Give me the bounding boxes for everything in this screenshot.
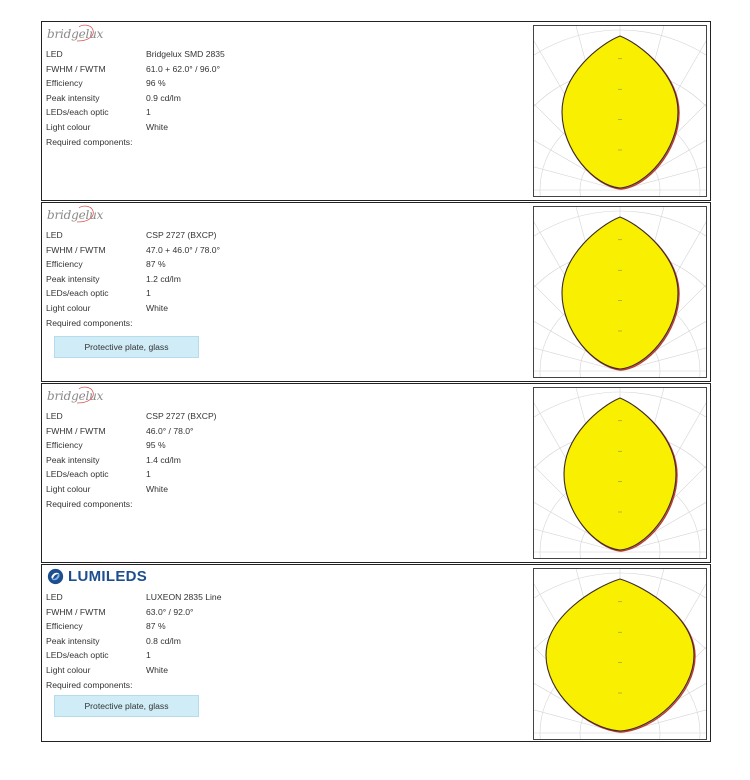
spec-value: 1.2 cd/lm <box>146 273 181 284</box>
spec-label: Required components: <box>46 136 133 147</box>
spec-row <box>46 497 217 512</box>
spec-row <box>46 301 220 316</box>
spec-value: 95 % <box>146 440 166 451</box>
spec-value: 47.0 + 46.0° / 78.0° <box>146 244 221 255</box>
spec-row <box>46 316 220 331</box>
spec-row <box>46 634 221 649</box>
spec-label: Peak intensity <box>46 273 100 284</box>
spec-row <box>46 91 225 106</box>
logo-text: bridgelux <box>47 389 104 403</box>
spec-label: FWHM / FWTM <box>46 244 106 255</box>
spec-row <box>46 409 217 424</box>
led-optic-card <box>41 383 711 563</box>
spec-value: 1 <box>146 650 151 661</box>
spec-label: Light colour <box>46 302 91 313</box>
spec-row <box>46 105 225 120</box>
polar-light-distribution-diagram <box>533 387 707 559</box>
spec-value: 0.8 cd/lm <box>146 635 181 646</box>
spec-label: LED <box>46 49 63 59</box>
bridgelux-logo <box>47 27 103 43</box>
spec-label: Peak intensity <box>46 635 100 646</box>
logo-text: bridgelux <box>47 208 104 222</box>
lumileds-mark-icon <box>47 568 64 585</box>
spec-value: 87 % <box>146 621 166 632</box>
spec-row <box>46 453 217 468</box>
spec-value: Bridgelux SMD 2835 <box>146 49 225 59</box>
spec-label: Light colour <box>46 483 91 494</box>
spec-label: Required components: <box>46 317 133 328</box>
polar-light-distribution-diagram <box>533 568 707 740</box>
bridgelux-logo <box>47 208 103 224</box>
spec-label: FWHM / FWTM <box>46 425 106 436</box>
spec-label: Required components: <box>46 679 133 690</box>
spec-value: White <box>146 483 168 494</box>
spec-row <box>46 648 221 663</box>
spec-row <box>46 663 221 678</box>
polar-light-distribution-diagram <box>533 206 707 378</box>
spec-value: 63.0° / 92.0° <box>146 606 194 617</box>
spec-row <box>46 482 217 497</box>
spec-label: LED <box>46 411 63 421</box>
spec-value: 87 % <box>146 259 166 270</box>
spec-label: Light colour <box>46 664 91 675</box>
spec-label: Efficiency <box>46 440 83 451</box>
spec-table <box>46 409 217 511</box>
spec-label: FWHM / FWTM <box>46 63 106 74</box>
spec-table <box>46 228 220 330</box>
spec-label: Efficiency <box>46 78 83 89</box>
spec-label: LED <box>46 230 63 240</box>
spec-row <box>46 467 217 482</box>
spec-value: 61.0 + 62.0° / 96.0° <box>146 63 221 74</box>
led-optic-card <box>41 564 711 742</box>
spec-row <box>46 678 221 693</box>
spec-value: CSP 2727 (BXCP) <box>146 411 217 421</box>
spec-label: LEDs/each optic <box>46 469 109 480</box>
spec-label: Efficiency <box>46 259 83 270</box>
spec-row <box>46 120 225 135</box>
spec-row <box>46 135 225 150</box>
spec-row <box>46 590 221 605</box>
spec-row <box>46 272 220 287</box>
polar-light-distribution-diagram <box>533 25 707 197</box>
spec-label: LEDs/each optic <box>46 650 109 661</box>
led-optic-card <box>41 202 711 382</box>
spec-row <box>46 286 220 301</box>
spec-label: Required components: <box>46 498 133 509</box>
spec-row <box>46 62 225 77</box>
logo-text: bridgelux <box>47 27 104 41</box>
bridgelux-logo <box>47 389 103 405</box>
spec-row <box>46 243 220 258</box>
spec-label: Peak intensity <box>46 92 100 103</box>
spec-row <box>46 76 225 91</box>
spec-row <box>46 619 221 634</box>
spec-table <box>46 590 221 692</box>
spec-label: LEDs/each optic <box>46 288 109 299</box>
protective-plate-button[interactable]: Protective plate, glass <box>54 336 199 358</box>
spec-value: 46.0° / 78.0° <box>146 425 194 436</box>
spec-row <box>46 438 217 453</box>
spec-row <box>46 228 220 243</box>
spec-value: 1 <box>146 469 151 480</box>
spec-row <box>46 424 217 439</box>
spec-value: LUXEON 2835 Line <box>146 592 222 602</box>
spec-value: CSP 2727 (BXCP) <box>146 230 217 240</box>
spec-value: 0.9 cd/lm <box>146 92 181 103</box>
optics-list <box>41 21 711 743</box>
spec-label: LEDs/each optic <box>46 107 109 118</box>
spec-value: White <box>146 302 168 313</box>
spec-value: White <box>146 664 168 675</box>
spec-value: 1.4 cd/lm <box>146 454 181 465</box>
spec-value: White <box>146 121 168 132</box>
spec-value: 1 <box>146 288 151 299</box>
spec-table <box>46 47 225 149</box>
spec-label: Light colour <box>46 121 91 132</box>
protective-plate-button[interactable]: Protective plate, glass <box>54 695 199 717</box>
led-optic-card <box>41 21 711 201</box>
spec-value: 1 <box>146 107 151 118</box>
spec-value: 96 % <box>146 78 166 89</box>
spec-row <box>46 47 225 62</box>
spec-label: Efficiency <box>46 621 83 632</box>
spec-label: LED <box>46 592 63 602</box>
spec-row <box>46 605 221 620</box>
lumileds-logo <box>47 568 147 584</box>
spec-label: Peak intensity <box>46 454 100 465</box>
spec-row <box>46 257 220 272</box>
spec-label: FWHM / FWTM <box>46 606 106 617</box>
logo-text: LUMILEDS <box>68 567 148 585</box>
